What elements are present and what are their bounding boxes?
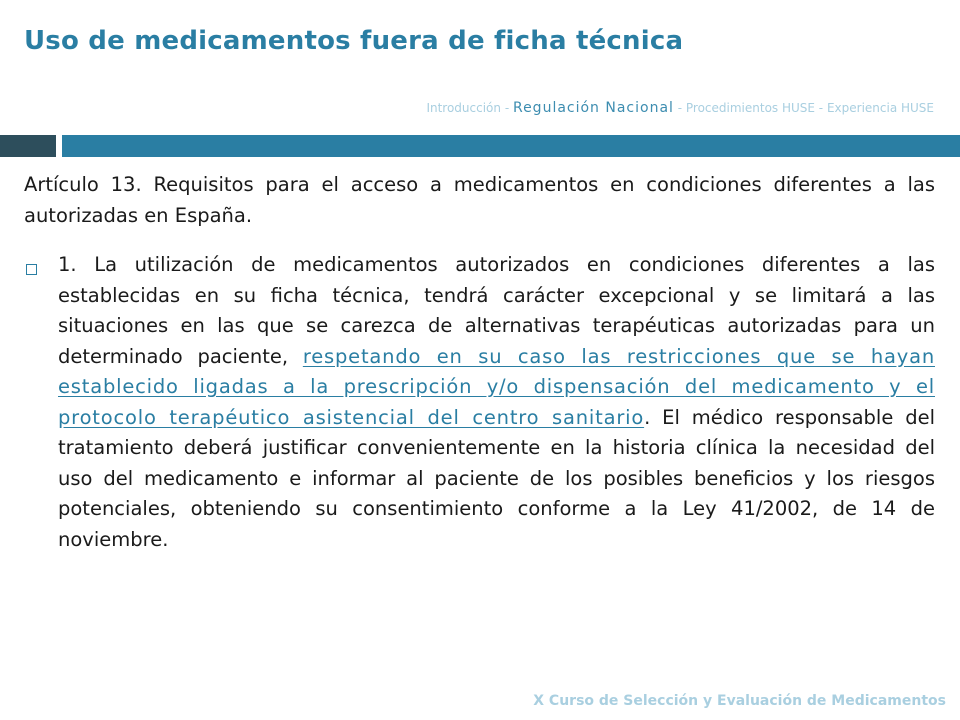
breadcrumb-prefix: Introducción - <box>426 101 513 115</box>
bullet-text-after: . El médico responsable del tratamiento deberá justificar convenientemente en la historia clínica la necesidad del uso del medicamento e informar al paciente de los posibles beneficios y los riesgos potenciales, obteniendo su consentimiento conforme a la Ley 41/2002, de 14 de noviembre. <box>58 405 935 551</box>
bullet-paragraph <box>58 250 935 555</box>
breadcrumb <box>426 100 934 116</box>
breadcrumb-suffix: - Procedimientos HUSE - Experiencia HUSE <box>673 101 934 115</box>
restrictions-link[interactable]: respetando en su caso las restricciones que se hayan establecido ligadas a la prescripción y/o dispensación del medicamento y el protocolo terapéutico asistencial del centro sanitario <box>58 344 935 429</box>
header-bar-right <box>62 135 960 157</box>
bullet-text-before: 1. La utilización de medicamentos autorizados en condiciones diferentes a las establecidas en su ficha técnica, tendrá carácter excepcional y se limitará a las situaciones en las que se carezca de alternativas terapéuticas autorizadas para un determinado paciente, <box>58 253 935 368</box>
footer-course-name: X Curso de Selección y Evaluación de Medicamentos <box>533 693 946 709</box>
article-heading: Artículo 13. Requisitos para el acceso a medicamentos en condiciones diferentes a las autorizadas en España. <box>24 173 935 227</box>
square-bullet-icon <box>26 264 37 275</box>
breadcrumb-active: Regulación Nacional <box>512 100 674 116</box>
header-bar-left <box>0 135 56 157</box>
slide-title: Uso de medicamentos fuera de ficha técnica <box>24 26 684 56</box>
